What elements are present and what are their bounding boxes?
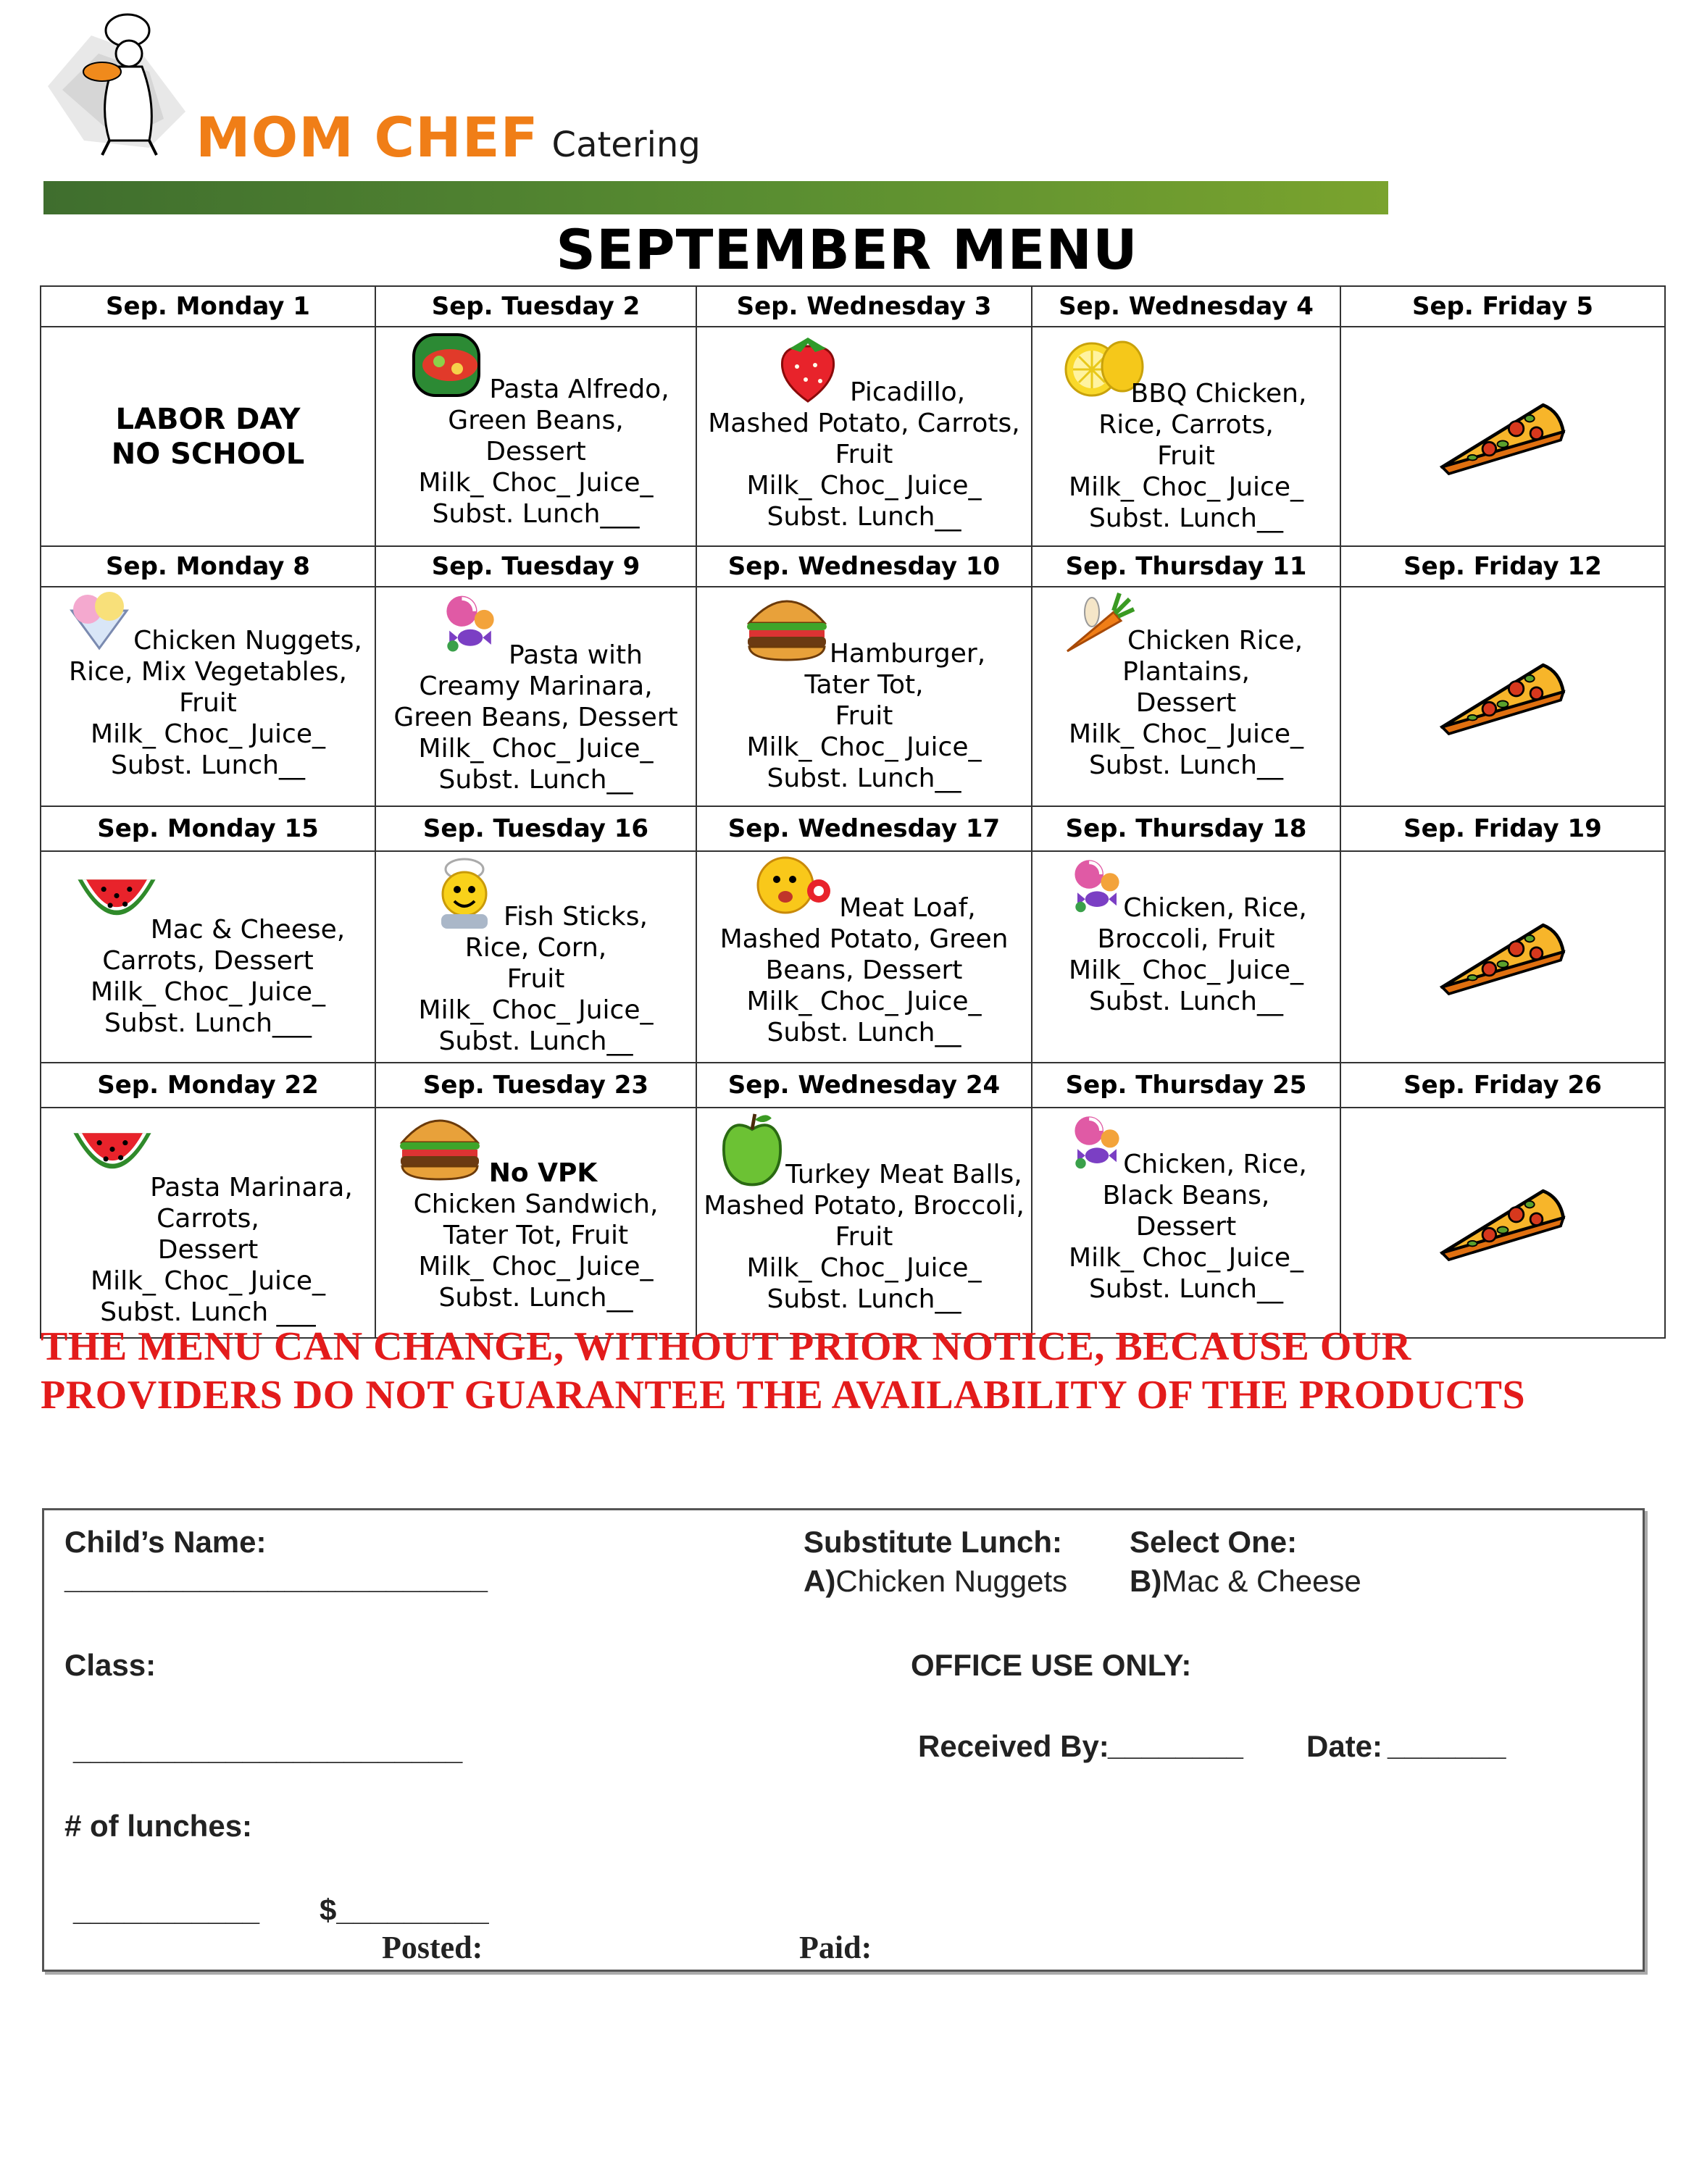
brand-subtitle: Catering	[551, 125, 701, 165]
subst-lunch: Subst. Lunch__	[767, 763, 961, 793]
day-header: Sep. Monday 1	[41, 286, 375, 327]
menu-line: Broccoli, Fruit	[1097, 924, 1275, 954]
day-header: Sep. Tuesday 2	[375, 286, 696, 327]
day-cell	[41, 1108, 375, 1338]
menu-line: Dessert	[1135, 688, 1237, 718]
menu-line: Fruit	[506, 964, 565, 994]
milk-choice: Milk_ Choc_ Juice_	[746, 471, 982, 501]
menu-line: Carrots,	[157, 1204, 259, 1234]
day-cell	[1340, 587, 1665, 806]
menu-line: Mashed Potato, Green	[719, 924, 1009, 954]
milk-choice: Milk_ Choc_ Juice_	[1069, 1243, 1303, 1273]
subst-lunch: Subst. Lunch__	[767, 1018, 961, 1047]
day-cell	[696, 851, 1032, 1063]
menu-line: Pasta Alfredo,	[489, 375, 669, 404]
subst-lunch: Subst. Lunch__	[438, 1026, 633, 1056]
day-header: Sep. Wednesday 4	[1032, 286, 1340, 327]
day-header: Sep. Thursday 11	[1032, 546, 1340, 587]
lunches-label: # of lunches:	[64, 1809, 253, 1843]
week-header-row	[41, 286, 1665, 327]
date-label: Date:	[1306, 1729, 1383, 1763]
menu-line: Green Beans,	[448, 406, 624, 435]
day-header: Sep. Wednesday 17	[696, 806, 1032, 851]
option-a-text: Chicken Nuggets	[835, 1564, 1068, 1598]
menu-line: Turkey Meat Balls,	[785, 1160, 1022, 1189]
class-field[interactable]: _______________________	[73, 1732, 463, 1766]
day-header: Sep. Monday 15	[41, 806, 375, 851]
substitute-option-b[interactable]	[1130, 1564, 1361, 1599]
menu-table	[40, 285, 1666, 1339]
date-field[interactable]: _______	[1388, 1728, 1506, 1762]
pizza-icon	[1435, 391, 1570, 480]
milk-choice: Milk_ Choc_ Juice_	[418, 734, 654, 763]
week-menu-row	[41, 327, 1665, 546]
subst-lunch: Subst. Lunch__	[1089, 750, 1283, 780]
notice-line: THE MENU CAN CHANGE, WITHOUT PRIOR NOTICE, BECAUSE OUR	[41, 1324, 1411, 1369]
day-cell	[41, 327, 375, 546]
brand-name	[196, 105, 701, 170]
menu-line: Chicken Sandwich,	[413, 1189, 659, 1219]
menu-line: Chicken, Rice,	[1123, 1150, 1307, 1179]
milk-choice: Milk_ Choc_ Juice_	[91, 977, 325, 1007]
day-header: Sep. Friday 26	[1340, 1063, 1665, 1108]
day-header: Sep. Wednesday 24	[696, 1063, 1032, 1108]
week-menu-row	[41, 851, 1665, 1063]
week-header-row	[41, 1063, 1665, 1108]
pizza-icon	[1435, 651, 1570, 740]
day-cell	[375, 327, 696, 546]
menu-line: Rice, Carrots,	[1098, 410, 1274, 440]
subst-lunch: Subst. Lunch___	[432, 499, 640, 529]
paid-label: Paid:	[799, 1930, 872, 1965]
day-header: Sep. Friday 12	[1340, 546, 1665, 587]
option-b-letter: B)	[1130, 1564, 1162, 1598]
week-header-row	[41, 546, 1665, 587]
received-by-label: Received By:	[918, 1729, 1109, 1763]
milk-choice: Milk_ Choc_ Juice_	[746, 1253, 982, 1283]
menu-line: Chicken Rice,	[1127, 626, 1303, 656]
day-cell	[375, 1108, 696, 1338]
day-cell	[1032, 1108, 1340, 1338]
class-label: Class:	[64, 1648, 157, 1682]
chef-logo-icon	[41, 3, 193, 162]
milk-choice: Milk_ Choc_ Juice_	[418, 468, 654, 498]
pizza-icon	[1435, 911, 1570, 1000]
menu-line: Green Beans, Dessert	[393, 703, 678, 732]
milk-choice: Milk_ Choc_ Juice_	[1069, 719, 1303, 749]
notice-line: PROVIDERS DO NOT GUARANTEE THE AVAILABILITY OF THE PRODUCTS	[41, 1373, 1526, 1418]
day-header: Sep. Friday 5	[1340, 286, 1665, 327]
day-cell	[1032, 327, 1340, 546]
subst-lunch: Subst. Lunch__	[111, 750, 305, 780]
milk-choice: Milk_ Choc_ Juice_	[1069, 955, 1303, 985]
subst-lunch: Subst. Lunch__	[767, 1284, 961, 1314]
menu-line: Beans, Dessert	[765, 955, 963, 985]
brand-title: MOM CHEF	[196, 105, 539, 170]
menu-line: Meat Loaf,	[839, 893, 976, 923]
day-cell	[41, 851, 375, 1063]
menu-line: Picadillo,	[849, 377, 966, 407]
select-one-label: Select One:	[1130, 1525, 1298, 1559]
menu-line: Dessert	[157, 1235, 259, 1265]
menu-line: Dessert	[485, 437, 586, 466]
option-b-text: Mac & Cheese	[1161, 1564, 1361, 1598]
menu-line: No VPK	[488, 1158, 598, 1188]
holiday-line: LABOR DAY	[115, 402, 301, 436]
holiday-line: NO SCHOOL	[111, 437, 305, 471]
day-header: Sep. Monday 22	[41, 1063, 375, 1108]
menu-line: Carrots, Dessert	[102, 946, 314, 976]
option-a-letter: A)	[804, 1564, 836, 1598]
milk-choice: Milk_ Choc_ Juice_	[418, 1252, 654, 1281]
menu-line: Tater Tot, Fruit	[443, 1221, 629, 1250]
milk-choice: Milk_ Choc_ Juice_	[1069, 472, 1303, 502]
menu-line: Creamy Marinara,	[419, 671, 653, 701]
page-title: SEPTEMBER MENU	[556, 217, 1138, 282]
menu-line: Mac & Cheese,	[150, 915, 346, 945]
header-green-bar	[43, 181, 1388, 214]
day-cell	[1340, 851, 1665, 1063]
lunches-field[interactable]: ___________	[73, 1893, 259, 1927]
day-header: Sep. Friday 19	[1340, 806, 1665, 851]
day-header: Sep. Thursday 18	[1032, 806, 1340, 851]
menu-line: Chicken Nuggets,	[133, 626, 362, 656]
child-name-field[interactable]: _________________________	[64, 1561, 488, 1595]
day-cell	[375, 851, 696, 1063]
day-cell	[1340, 1108, 1665, 1338]
milk-choice: Milk_ Choc_ Juice_	[91, 1266, 325, 1296]
week-header-row	[41, 806, 1665, 851]
menu-line: Chicken, Rice,	[1123, 893, 1307, 923]
substitute-option-a[interactable]	[804, 1564, 1067, 1599]
menu-line: Fruit	[835, 701, 893, 731]
subst-lunch: Subst. Lunch ___	[100, 1297, 316, 1327]
menu-line: Dessert	[1135, 1212, 1237, 1242]
menu-line: Fruit	[179, 688, 237, 718]
holiday-notice	[41, 402, 375, 472]
day-cell	[1032, 587, 1340, 806]
day-header: Sep. Tuesday 23	[375, 1063, 696, 1108]
office-use-label: OFFICE USE ONLY:	[911, 1648, 1192, 1682]
week-menu-row	[41, 587, 1665, 806]
day-cell	[1032, 851, 1340, 1063]
menu-line: Mashed Potato, Broccoli,	[704, 1191, 1025, 1221]
day-cell	[696, 327, 1032, 546]
amount-field[interactable]: $_________	[320, 1893, 489, 1927]
subst-lunch: Subst. Lunch__	[1089, 503, 1283, 533]
child-name-label: Child’s Name:	[64, 1525, 267, 1559]
menu-line: Fruit	[1157, 441, 1215, 471]
menu-line: Tater Tot,	[804, 670, 924, 700]
subst-lunch: Subst. Lunch__	[438, 1283, 633, 1313]
menu-line: BBQ Chicken,	[1130, 379, 1307, 409]
subst-lunch: Subst. Lunch__	[767, 502, 961, 532]
substitute-lunch-label: Substitute Lunch:	[804, 1525, 1062, 1559]
day-cell	[1340, 327, 1665, 546]
day-header: Sep. Tuesday 9	[375, 546, 696, 587]
menu-line: Fruit	[835, 440, 893, 469]
day-cell	[696, 587, 1032, 806]
received-by-field[interactable]: ________	[1108, 1728, 1243, 1762]
milk-choice: Milk_ Choc_ Juice_	[746, 732, 982, 762]
day-header: Sep. Wednesday 10	[696, 546, 1032, 587]
menu-line: Fruit	[835, 1222, 893, 1252]
menu-line: Hamburger,	[829, 639, 986, 669]
week-menu-row	[41, 1108, 1665, 1338]
day-header: Sep. Thursday 25	[1032, 1063, 1340, 1108]
menu-line: Black Beans,	[1102, 1181, 1270, 1210]
menu-change-notice	[41, 1323, 1678, 1420]
posted-label: Posted:	[382, 1930, 483, 1965]
subst-lunch: Subst. Lunch__	[438, 765, 633, 795]
menu-line: Pasta with	[509, 640, 643, 670]
menu-line: Mashed Potato, Carrots,	[708, 409, 1020, 438]
subst-lunch: Subst. Lunch__	[1089, 1274, 1283, 1304]
milk-choice: Milk_ Choc_ Juice_	[91, 719, 325, 749]
day-cell	[41, 587, 375, 806]
subst-lunch: Subst. Lunch___	[104, 1008, 312, 1038]
day-header: Sep. Tuesday 16	[375, 806, 696, 851]
menu-line: Pasta Marinara,	[150, 1173, 353, 1202]
order-form	[42, 1508, 1645, 1972]
menu-line: Fish Sticks,	[504, 902, 648, 932]
day-cell	[696, 1108, 1032, 1338]
day-header: Sep. Wednesday 3	[696, 286, 1032, 327]
menu-line: Rice, Corn,	[464, 933, 607, 963]
milk-choice: Milk_ Choc_ Juice_	[746, 987, 982, 1016]
pizza-icon	[1435, 1177, 1570, 1265]
day-cell	[375, 587, 696, 806]
menu-line: Plantains,	[1122, 657, 1250, 687]
day-header: Sep. Monday 8	[41, 546, 375, 587]
menu-line: Rice, Mix Vegetables,	[68, 657, 347, 687]
subst-lunch: Subst. Lunch__	[1089, 987, 1283, 1016]
milk-choice: Milk_ Choc_ Juice_	[418, 995, 654, 1025]
